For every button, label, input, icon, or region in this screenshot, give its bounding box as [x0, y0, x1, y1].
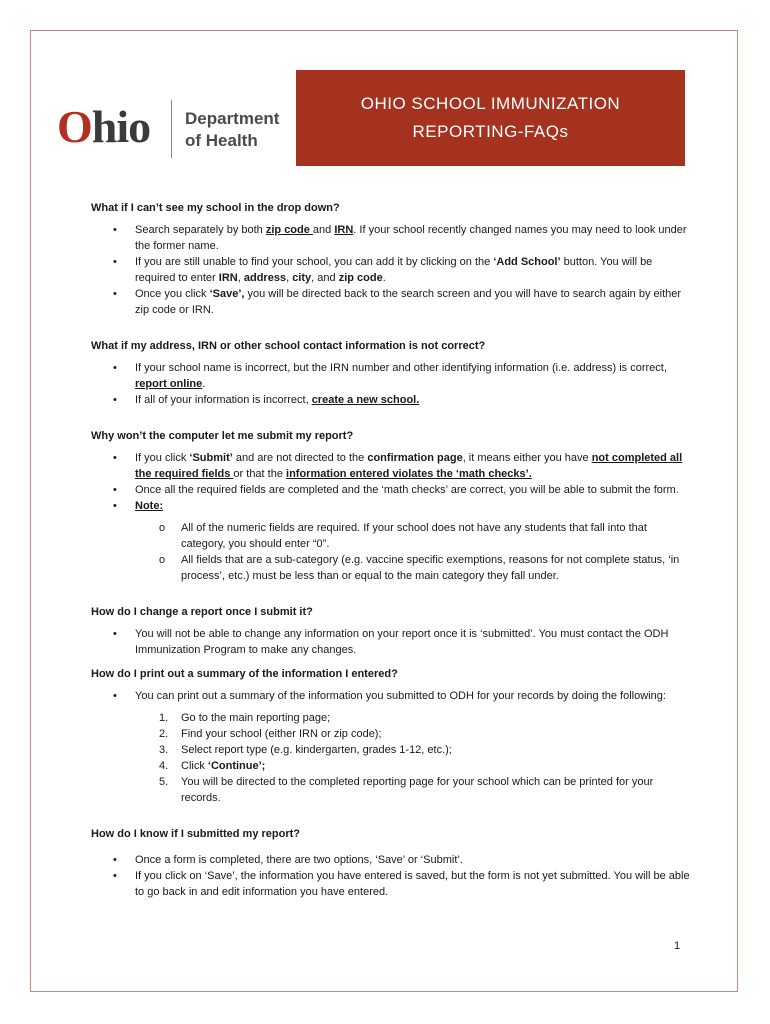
faq-section-6: [91, 826, 691, 900]
report-online-link[interactable]: report online: [135, 378, 203, 390]
title-banner: [296, 70, 685, 166]
question-3: Why won’t the computer let me submit my report?: [91, 430, 354, 442]
step-item: 3. Select report type (e.g. kindergarten, grades 1-12, etc.);: [159, 744, 452, 756]
faq-section-1: [91, 200, 691, 318]
logo-divider: [171, 100, 172, 158]
list-item: • If you click ‘Submit’ and are not directed to the confirmation page, it means either you have not completed all the required fields or that the information entered violates the ‘math checks’.: [91, 450, 691, 482]
ohio-doh-logo: [57, 96, 297, 162]
step-item: 2. Find your school (either IRN or zip code);: [159, 728, 382, 740]
list-item: • Once you click ‘Save’, you will be directed back to the search screen and you will have to search again by either zip code or IRN.: [91, 286, 691, 318]
sub-list-item: o All of the numeric fields are required. If your school does not have any students that fall into that category, you should enter “0”.: [91, 520, 691, 552]
list-item: • Once a form is completed, there are two options, ‘Save’ or ‘Submit’.: [91, 852, 691, 868]
question-1: What if I can’t see my school in the drop down?: [91, 202, 340, 214]
question-5: How do I print out a summary of the information I entered?: [91, 668, 398, 680]
page-number: 1: [674, 940, 681, 952]
logo-ohio-wordmark: Ohio: [57, 101, 151, 152]
sub-list-item: o All fields that are a sub-category (e.g. vaccine specific exemptions, reasons for not complete status, ‘in process’, etc.) must be less than or equal to the main category they fall under.: [91, 552, 691, 584]
faq-content: [91, 200, 691, 914]
list-item: • Once all the required fields are completed and the ‘math checks’ are correct, you will be able to submit the form.: [91, 482, 691, 498]
faq-section-2: [91, 338, 691, 408]
question-2: What if my address, IRN or other school contact information is not correct?: [91, 340, 486, 352]
faq-section-4: [91, 604, 691, 658]
step-item: 5. You will be directed to the completed reporting page for your school which can be printed for your records.: [159, 776, 654, 804]
list-item: • If you click on ‘Save’, the information you have entered is saved, but the form is not yet submitted. You will be able to go back in and edit information you have entered.: [91, 868, 691, 900]
list-item: • You can print out a summary of the information you submitted to ODH for your records by doing the following: 1. Go to the main reporting page; 2. Find your school (either IRN or zip code); 3. Select report type (e.g. kindergarten, grades 1-12, etc.); 4. Click ‘Continue’; 5. You will be directed to the completed reporting page for your school which can be printed for your records.: [91, 688, 691, 806]
list-item: • You will not be able to change any information on your report once it is ‘submitted’. You must contact the ODH Immunization Program to make any changes.: [91, 626, 691, 658]
list-item: • If all of your information is incorrect, create a new school.: [91, 392, 691, 408]
step-item: 4. Click ‘Continue’;: [159, 760, 266, 772]
step-item: 1. Go to the main reporting page;: [159, 712, 331, 724]
faq-section-3: [91, 428, 691, 584]
list-item: • If you are still unable to find your school, you can add it by clicking on the ‘Add School’ button. You will be required to enter IRN, address, city, and zip code.: [91, 254, 691, 286]
faq-section-5: [91, 666, 691, 806]
title-line-2: REPORTING-FAQs: [412, 122, 569, 141]
title-line-1: OHIO SCHOOL IMMUNIZATION: [360, 94, 621, 113]
logo-department-text: Department of Health: [185, 109, 280, 150]
list-item: • Note: o All of the numeric fields are required. If your school does not have any students that fall into that category, you should enter “0”. o All fields that are a sub-category (e.g. vaccine specific exemptions, reasons for not complete status, ‘in process’, etc.) must be less than or equal to the main category they fall under.: [91, 498, 691, 584]
list-item: • If your school name is incorrect, but the IRN number and other identifying information (i.e. address) is correct, report online.: [91, 360, 691, 392]
create-new-school-link[interactable]: create a new school.: [311, 394, 420, 406]
question-4: How do I change a report once I submit it?: [91, 606, 313, 618]
question-6: How do I know if I submitted my report?: [91, 828, 301, 840]
list-item: • Search separately by both zip code and IRN. If your school recently changed names you may need to look under the former name.: [91, 222, 691, 254]
